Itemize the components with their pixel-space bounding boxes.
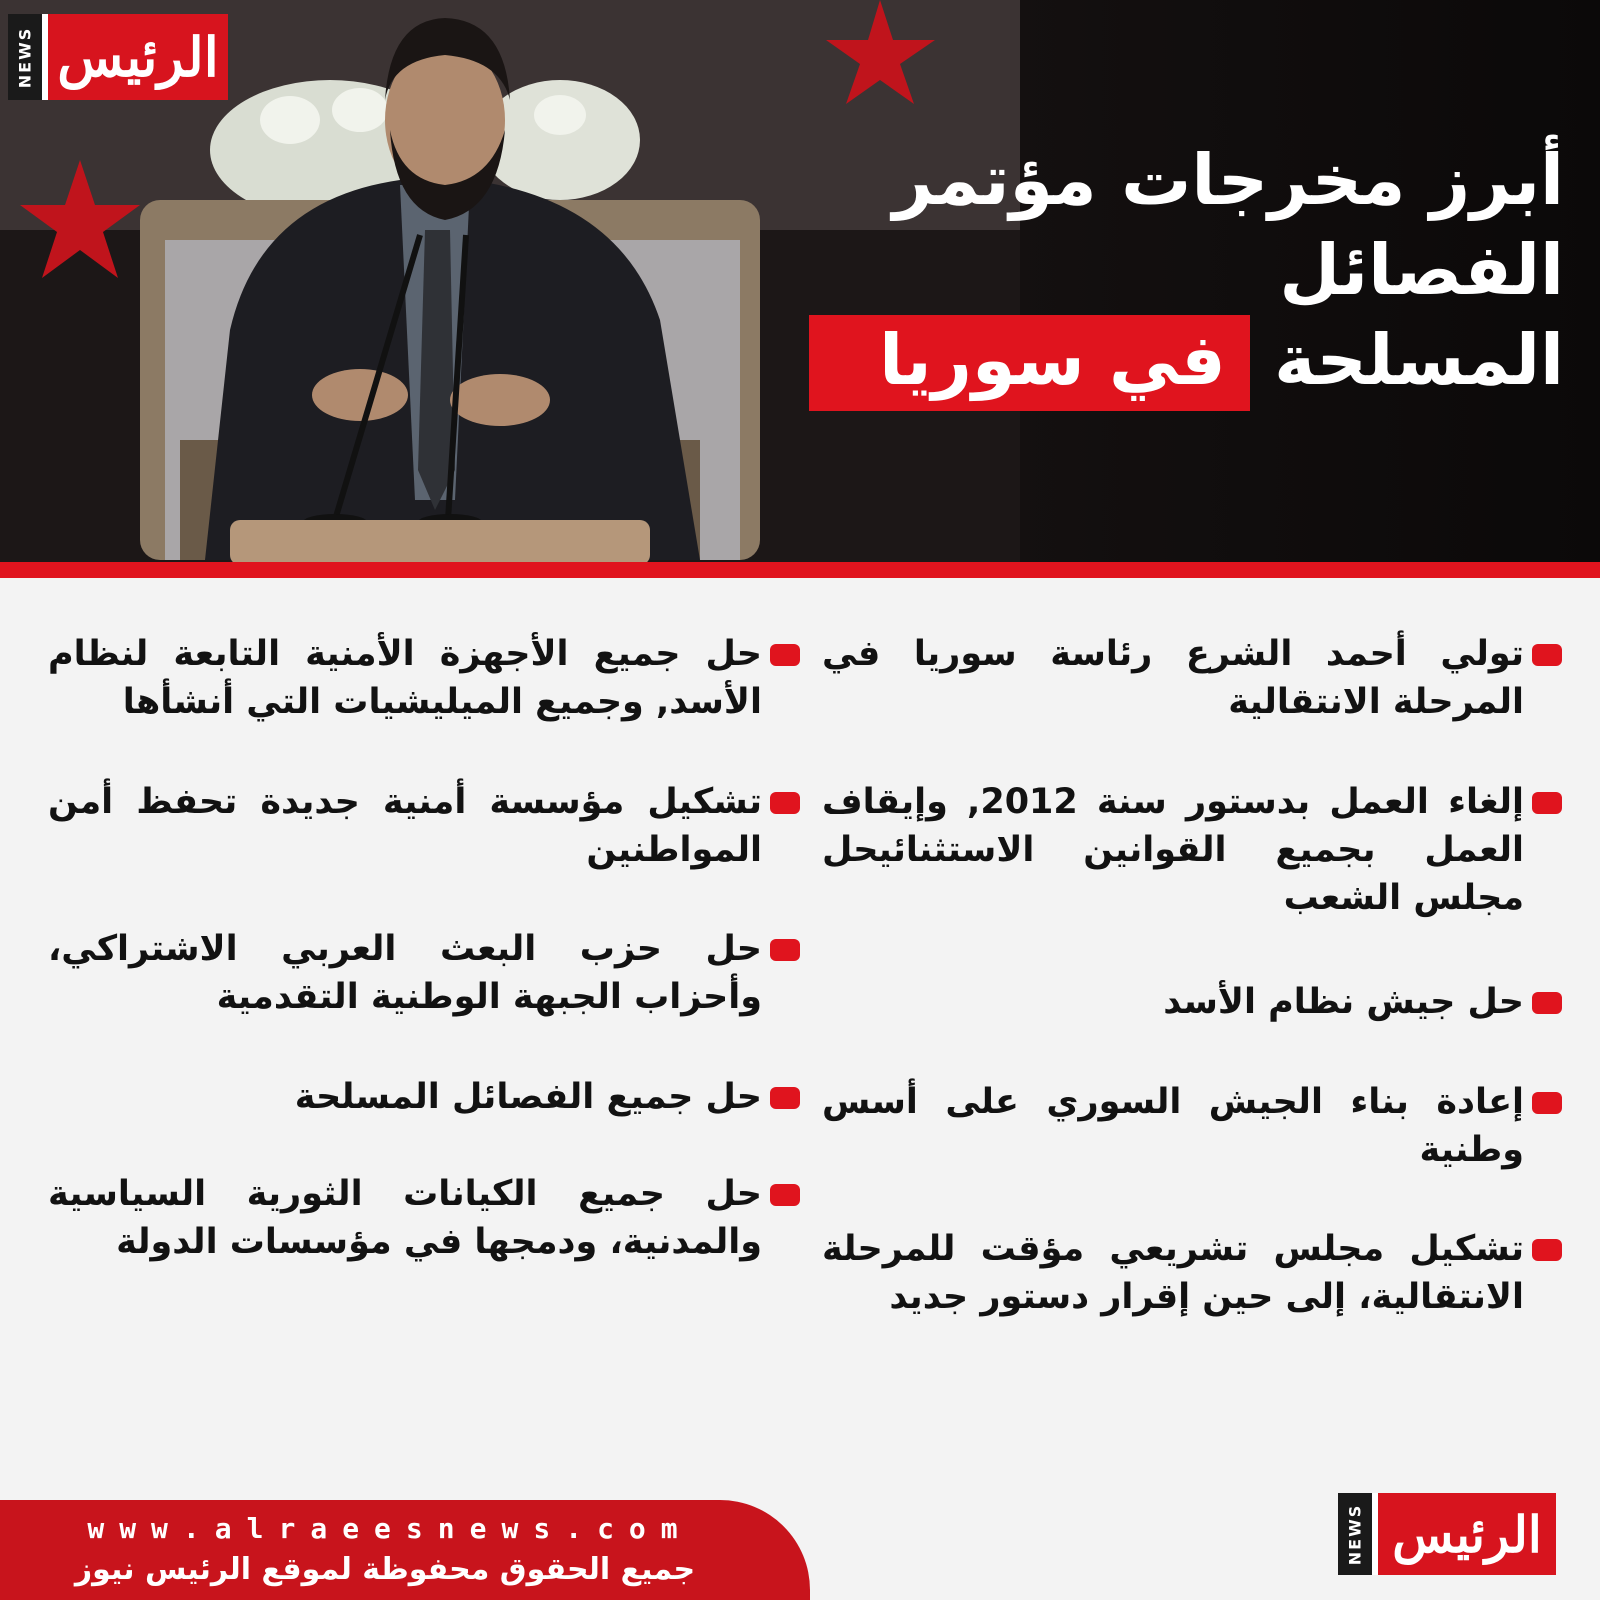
list-item-text: تشكيل مجلس تشريعي مؤقت للمرحلة الانتقالية، إلى حين إقرار دستور جديد	[822, 1229, 1524, 1317]
bullet-icon	[1532, 1092, 1562, 1114]
list-item-text: تولي أحمد الشرع رئاسة سوريا في المرحلة الانتقالية	[822, 634, 1524, 722]
list-item	[822, 630, 1562, 726]
list-item-text: حل جميع الكيانات الثورية السياسية والمدنية، ودمجها في مؤسسات الدولة	[48, 1174, 762, 1262]
list-item-text: حل جميع الفصائل المسلحة	[294, 1077, 762, 1117]
list-item-text: تشكيل مؤسسة أمنية جديدة تحفظ أمن المواطنين	[48, 782, 762, 870]
title-line-2-plain: المسلحة	[1274, 319, 1564, 401]
bullet-icon	[1532, 644, 1562, 666]
site-logo-top	[8, 14, 228, 100]
page-title	[644, 135, 1564, 405]
bullet-icon	[770, 1087, 800, 1109]
bullet-icon	[770, 792, 800, 814]
list-item	[48, 630, 800, 726]
footer-url[interactable]: www.alraeesnews.com	[87, 1512, 693, 1545]
logo-name: الرئيس	[48, 14, 228, 100]
bullet-icon	[770, 939, 800, 961]
bullet-icon	[1532, 792, 1562, 814]
list-item-text: حل جميع الأجهزة الأمنية التابعة لنظام الأسد, وجميع الميليشيات التي أنشأها	[48, 634, 762, 722]
logo-name: الرئيس	[1378, 1493, 1556, 1575]
list-item	[48, 1073, 800, 1121]
divider-red-bar	[0, 562, 1600, 578]
footer-copyright: جميع الحقوق محفوظة لموقع الرئيس نيوز	[74, 1552, 696, 1587]
title-line-2	[644, 315, 1564, 405]
bullet-icon	[770, 644, 800, 666]
list-item-text: إعادة بناء الجيش السوري على أسس وطنية	[822, 1082, 1524, 1170]
list-item	[48, 925, 800, 1021]
list-item-text: حل حزب البعث العربي الاشتراكي، وأحزاب الجبهة الوطنية التقدمية	[48, 929, 762, 1017]
site-logo-bottom	[1338, 1493, 1556, 1575]
title-highlight: في سوريا	[809, 315, 1250, 411]
list-item	[48, 1170, 800, 1266]
list-item-text: إلغاء العمل بدستور سنة 2012, وإيقاف العمل بجميع القوانين الاستثنائيحل مجلس الشعب	[822, 782, 1524, 918]
bullet-icon	[770, 1184, 800, 1206]
list-item	[822, 978, 1562, 1026]
logo-news-tag: NEWS	[8, 14, 48, 100]
bullet-icon	[1532, 992, 1562, 1014]
list-item	[822, 1078, 1562, 1174]
list-item	[822, 1225, 1562, 1321]
list-item	[48, 778, 800, 874]
logo-news-tag: NEWS	[1338, 1493, 1378, 1575]
title-line-1: أبرز مخرجات مؤتمر الفصائل	[892, 139, 1564, 311]
list-item	[822, 778, 1562, 922]
bullet-icon	[1532, 1239, 1562, 1261]
list-item-text: حل جيش نظام الأسد	[1163, 982, 1524, 1022]
